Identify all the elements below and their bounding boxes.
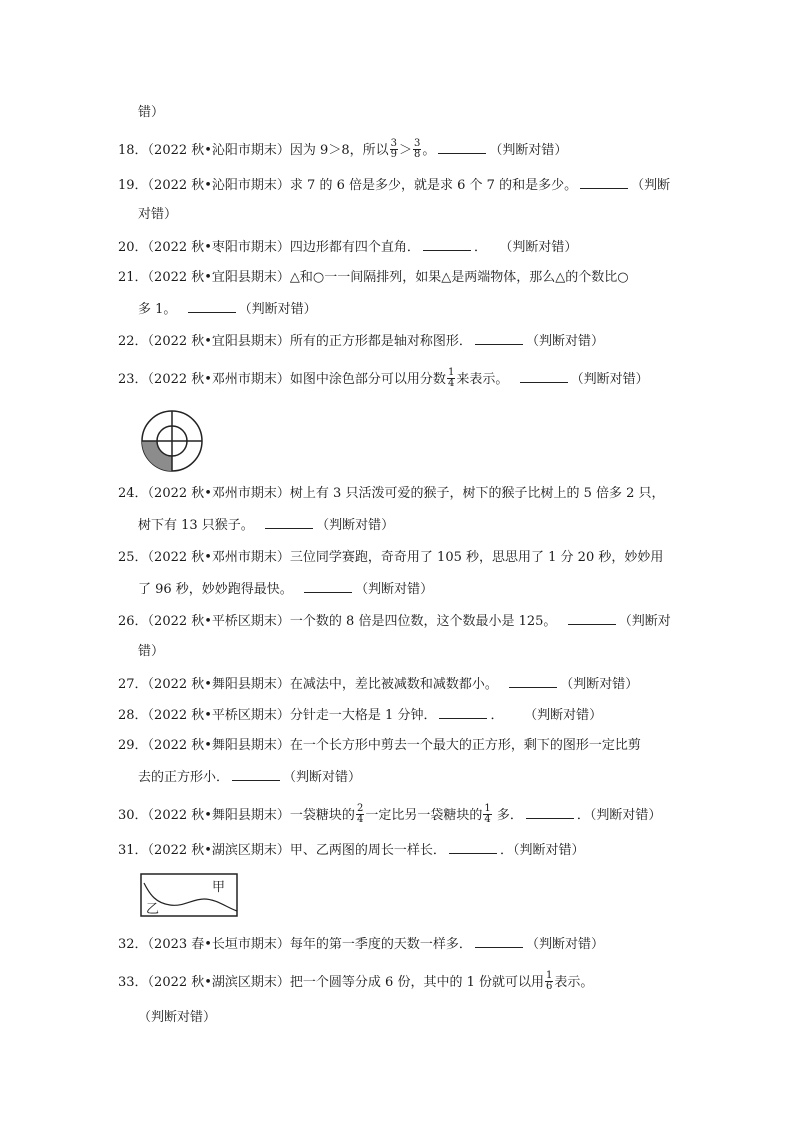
answer-blank[interactable] (475, 332, 523, 345)
q26-continuation: 错） (138, 644, 165, 659)
answer-blank[interactable] (520, 370, 568, 383)
q28-judge: （判断对错） (524, 708, 603, 723)
q23-circle-figure (138, 409, 208, 473)
answer-blank[interactable] (509, 675, 557, 688)
q29-text: 29．（2022 秋•舞阳县期末）在一个长方形中剪去一个最大的正方形，剩下的图形一定比剪 (118, 738, 641, 753)
q18-judge: （判断对错） (489, 143, 568, 158)
answer-blank[interactable] (438, 141, 486, 154)
q22-judge: （判断对错） (525, 334, 604, 349)
q21-cont-text: 多 1。 (138, 302, 177, 317)
question-18 (118, 140, 567, 161)
q33-post: 表示。 (554, 975, 594, 990)
q20-judge: （判断对错） (499, 240, 578, 255)
answer-blank[interactable] (526, 806, 574, 819)
q21-text: 21．（2022 秋•宜阳县期末）△和○一一间隔排列，如果△是两端物体，那么△的个数比○ (118, 270, 629, 285)
question-25 (118, 549, 663, 567)
question-19 (118, 176, 670, 195)
q30-judge: ．（判断对错） (576, 808, 662, 823)
q23-text: 23．（2022 秋•邓州市期末）如图中涂色部分可以用分数 (118, 372, 446, 387)
q33-text: 33．（2022 秋•湖滨区期末）把一个圆等分成 6 份，其中的 1 份就可以用 (118, 975, 544, 990)
q20-text: 20．（2022 秋•枣阳市期末）四边形都有四个直角． (118, 240, 420, 255)
q21-continuation (138, 300, 317, 319)
q31-rectangle-figure (140, 873, 240, 919)
question-30 (118, 805, 661, 826)
q27-judge: （判断对错） (560, 677, 639, 692)
question-32 (118, 935, 604, 954)
q27-text: 27．（2022 秋•舞阳县期末）在减法中，差比被减数和减数都小。 (118, 677, 498, 692)
question-26 (118, 612, 671, 631)
question-31 (118, 841, 584, 860)
q18-fraction-1: $\frac{3}{9}$ (390, 138, 397, 160)
label-jia: 甲 (212, 880, 226, 895)
q31-text: 31．（2022 秋•湖滨区期末）甲、乙两图的周长一样长． (118, 843, 446, 858)
q30-post: 多． (496, 808, 523, 823)
q19-judge: （判断 (631, 178, 671, 193)
answer-blank[interactable] (580, 176, 628, 189)
q33-continuation: （判断对错） (138, 1010, 217, 1025)
q26-judge: （判断对 (618, 614, 671, 629)
q30-mid: 一定比另一袋糖块的 (365, 808, 483, 823)
q18-operator: ＞ (398, 143, 412, 158)
label-yi: 乙 (146, 902, 160, 917)
question-23 (118, 369, 649, 390)
answer-blank[interactable] (423, 238, 471, 251)
question-24 (118, 485, 665, 503)
q23-post: 来表示。 (456, 372, 509, 387)
question-22 (118, 332, 604, 351)
q23-fraction: $\frac{1}{4}$ (447, 367, 455, 389)
q33-fraction: $\frac{1}{6}$ (546, 970, 553, 992)
answer-blank[interactable] (232, 768, 280, 781)
answer-blank[interactable] (265, 516, 313, 529)
q22-text: 22．（2022 秋•宜阳县期末）所有的正方形都是轴对称图形． (118, 334, 472, 349)
q29-cont-text: 去的正方形小． (138, 770, 230, 785)
q19-continuation: 对错） (138, 207, 178, 222)
q30-fraction-1: $\frac{2}{4}$ (356, 803, 364, 825)
q20-period: ． (473, 240, 487, 255)
question-21 (118, 269, 629, 287)
question-20 (118, 238, 577, 257)
q25-continuation (138, 580, 433, 599)
answer-blank[interactable] (449, 841, 497, 854)
q25-cont-text: 了 96 秒，妙妙跑得最快。 (138, 582, 293, 597)
q18-fraction-2: $\frac{3}{8}$ (414, 138, 421, 160)
question-28 (118, 706, 602, 725)
q25-judge: （判断对错） (355, 582, 434, 597)
q29-continuation (138, 768, 361, 787)
q19-text: 19．（2022 秋•沁阳市期末）求 7 的 6 倍是多少，就是求 6 个 7 的和是多少。 (118, 178, 578, 193)
answer-blank[interactable] (475, 935, 523, 948)
answer-blank[interactable] (439, 706, 487, 719)
question-33 (118, 972, 593, 993)
q25-text: 25．（2022 秋•邓州市期末）三位同学赛跑，奇奇用了 105 秒，思思用了 1 分 20 秒，妙妙用 (118, 550, 664, 565)
q28-period: ． (490, 708, 504, 723)
q24-continuation (138, 516, 394, 535)
q32-text: 32．（2023 春•长垣市期末）每年的第一季度的天数一样多． (118, 937, 472, 952)
q30-fraction-2: $\frac{1}{4}$ (484, 803, 491, 825)
question-27 (118, 675, 638, 694)
q28-text: 28．（2022 秋•平桥区期末）分针走一大格是 1 分钟． (118, 708, 437, 723)
q24-cont-text: 树下有 13 只猴子。 (138, 518, 254, 533)
q21-judge: （判断对错） (238, 302, 317, 317)
q17-continuation: 错） (138, 105, 165, 120)
q18-text: 18．（2022 秋•沁阳市期末）因为 9＞8，所以 (118, 143, 389, 158)
answer-blank[interactable] (304, 580, 352, 593)
q31-judge: ．（判断对错） (499, 843, 585, 858)
question-29 (118, 737, 641, 755)
q18-post: 。 (422, 143, 436, 158)
q29-judge: （判断对错） (283, 770, 362, 785)
q24-judge: （判断对错） (316, 518, 395, 533)
q30-text: 30．（2022 秋•舞阳县期末）一袋糖块的 (118, 808, 355, 823)
answer-blank[interactable] (188, 300, 236, 313)
q23-judge: （判断对错） (570, 372, 649, 387)
q32-judge: （判断对错） (525, 937, 604, 952)
q26-text: 26．（2022 秋•平桥区期末）一个数的 8 倍是四位数，这个数最小是 125。 (118, 614, 557, 629)
q24-text: 24．（2022 秋•邓州市期末）树上有 3 只活泼可爱的猴子，树下的猴子比树上的 5 倍多 2 只， (118, 486, 665, 501)
answer-blank[interactable] (568, 612, 616, 625)
